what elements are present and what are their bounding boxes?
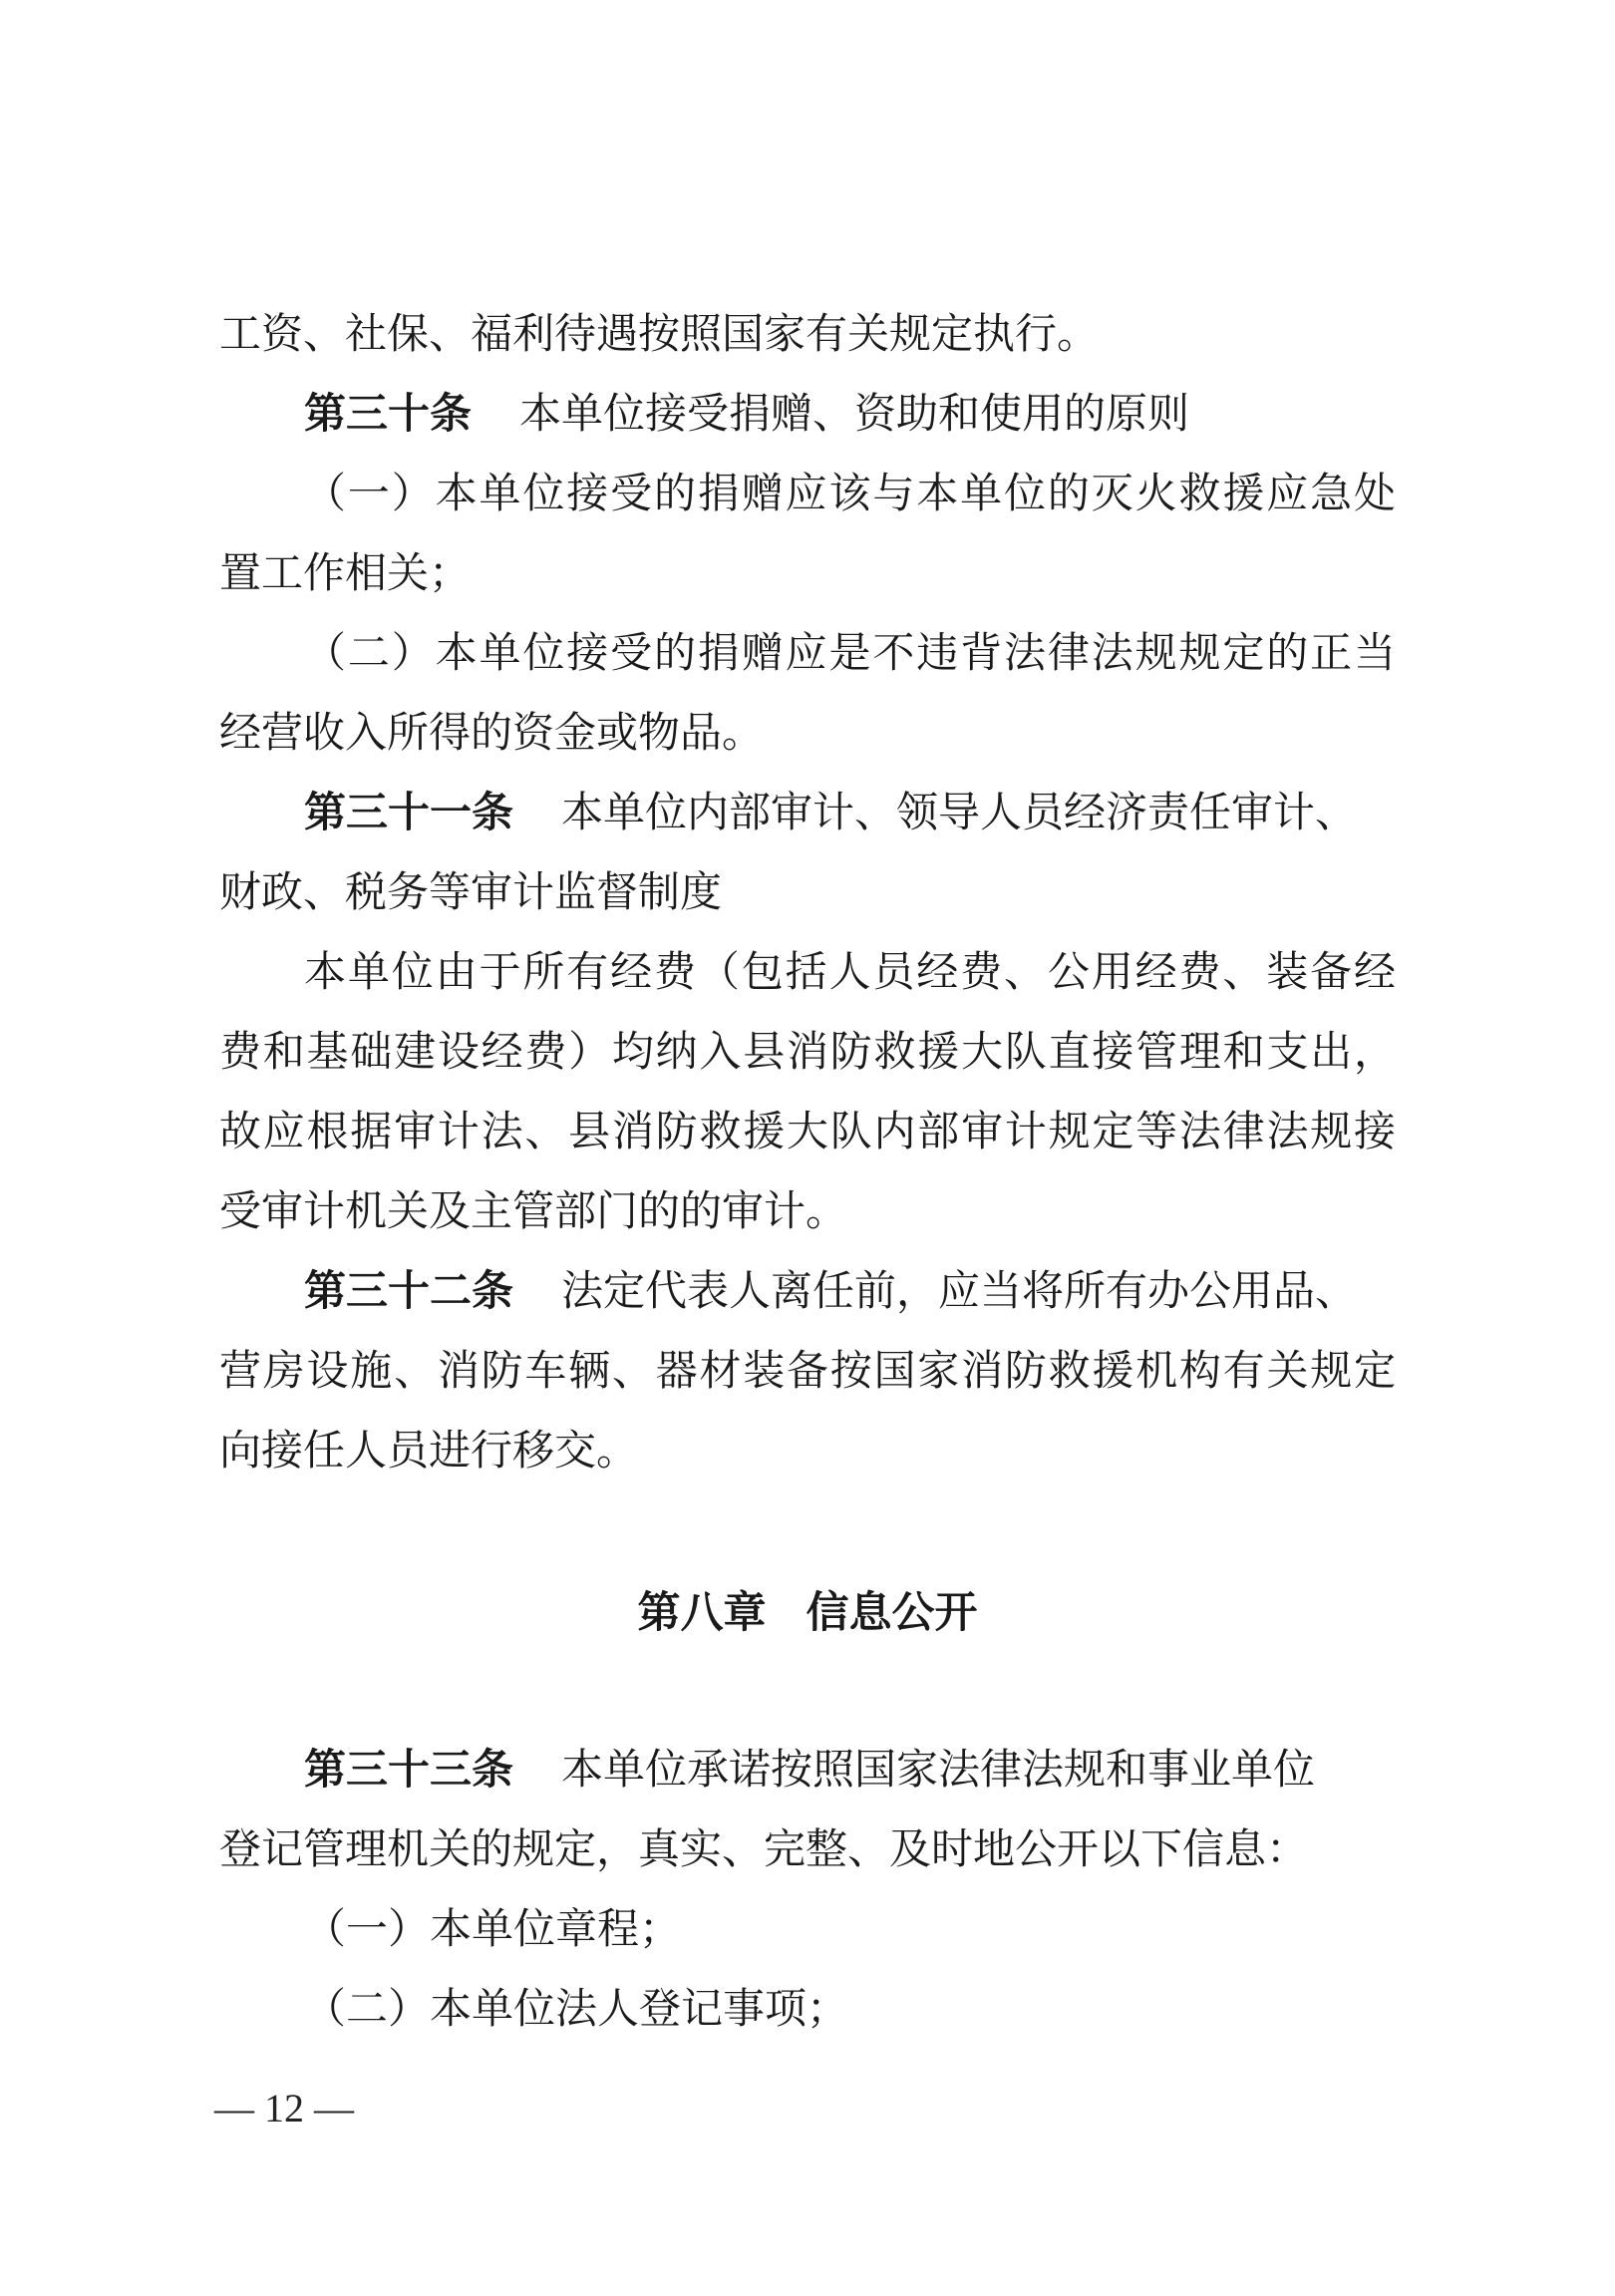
article-32-title: 法定代表人离任前，应当将所有办公用品、 [561, 1266, 1358, 1315]
text-line: 受审计机关及主管部门的的审计。 [219, 1186, 848, 1235]
article-31-number: 第三十一条 [304, 788, 514, 836]
text-line: 故应根据审计法、县消防救援大队内部审计规定等法律法规接 [219, 1107, 1396, 1155]
text-line: 费和基础建设经费）均纳入县消防救援大队直接管理和支出， [219, 1027, 1396, 1076]
text-line: 本单位由于所有经费（包括人员经费、公用经费、装备经 [304, 947, 1396, 996]
article-31-heading [304, 783, 1357, 842]
text-line: 工资、社保、福利待遇按照国家有关规定执行。 [219, 309, 1100, 358]
article-31-title: 本单位内部审计、领导人员经济责任审计、 [561, 788, 1358, 836]
article-32-heading [304, 1261, 1357, 1321]
article-30-heading [304, 384, 1189, 444]
article-30-number: 第三十条 [304, 389, 473, 438]
list-item: （一）本单位章程； [304, 1904, 682, 1953]
chapter-number: 第八章 [637, 1588, 767, 1638]
text-line: （二）本单位接受的捐赠应是不违背法律法规规定的正当 [304, 628, 1396, 677]
text-line: 登记管理机关的规定，真实、完整、及时地公开以下信息： [219, 1824, 1309, 1873]
text-line: 营房设施、消防车辆、器材装备按国家消防救援机构有关规定 [219, 1346, 1396, 1395]
text-line: 财政、税务等审计监督制度 [219, 867, 723, 916]
text-line: 向接任人员进行移交。 [219, 1426, 639, 1475]
article-33-heading [304, 1740, 1315, 1800]
page-number: — 12 — [214, 2086, 354, 2131]
list-item: （二）本单位法人登记事项； [304, 1984, 849, 2033]
article-32-number: 第三十二条 [304, 1266, 514, 1315]
chapter-title: 信息公开 [806, 1588, 978, 1638]
text-line: （一）本单位接受的捐赠应该与本单位的灭火救援应急处 [304, 469, 1396, 517]
article-33-number: 第三十三条 [304, 1745, 514, 1794]
article-30-title: 本单位接受捐赠、资助和使用的原则 [519, 389, 1190, 438]
text-line: 置工作相关； [219, 548, 472, 597]
text-line: 经营收入所得的资金或物品。 [219, 708, 765, 757]
article-33-title: 本单位承诺按照国家法律法规和事业单位 [561, 1745, 1316, 1794]
chapter-heading [0, 1583, 1615, 1643]
